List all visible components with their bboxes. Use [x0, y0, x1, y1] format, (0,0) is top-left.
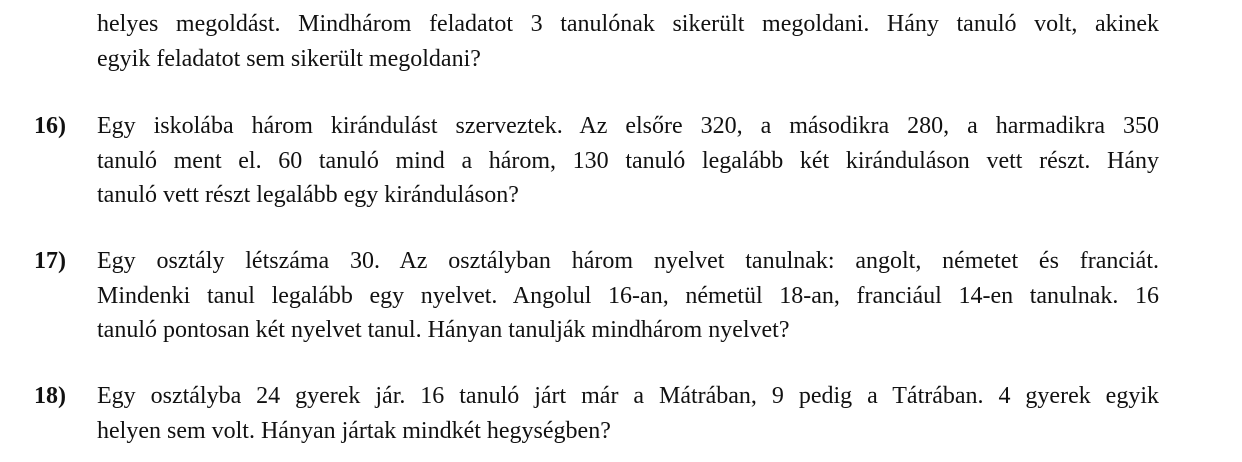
- problem-text: [97, 7, 1159, 76]
- problem-number: 16): [34, 113, 66, 139]
- problem-text: [97, 244, 1159, 348]
- text-line: tanuló vett részt legalább egy kiránduláson?: [97, 182, 519, 208]
- problem-number: 18): [34, 383, 66, 409]
- problem-number: 17): [34, 248, 66, 274]
- text-line: egyik feladatot sem sikerült megoldani?: [97, 45, 481, 72]
- problem-text: [97, 379, 1159, 448]
- text-line: helyes megoldást. Mindhárom feladatot 3 tanulónak sikerült megoldani. Hány tanuló volt, akinek: [97, 11, 1159, 37]
- text-line: helyen sem volt. Hányan jártak mindkét hegységben?: [97, 417, 611, 444]
- text-line: tanuló pontosan két nyelvet tanul. Hányan tanulják mindhárom nyelvet?: [97, 317, 790, 343]
- text-line: Mindenki tanul legalább egy nyelvet. Angolul 16-an, németül 18-an, franciául 14-en tanulnak. 16: [97, 282, 1159, 309]
- text-line: Egy iskolába három kirándulást szerveztek. Az elsőre 320, a másodikra 280, a harmadikra 350: [97, 113, 1159, 139]
- text-line: tanuló ment el. 60 tanuló mind a három, 130 tanuló legalább két kiránduláson vett részt. Hány: [97, 147, 1159, 174]
- text-line: Egy osztályba 24 gyerek jár. 16 tanuló járt már a Mátrában, 9 pedig a Tátrában. 4 gyerek egyik: [97, 383, 1159, 409]
- text-line: Egy osztály létszáma 30. Az osztályban három nyelvet tanulnak: angolt, németet és franciát.: [97, 248, 1159, 274]
- problem-text: [97, 109, 1159, 213]
